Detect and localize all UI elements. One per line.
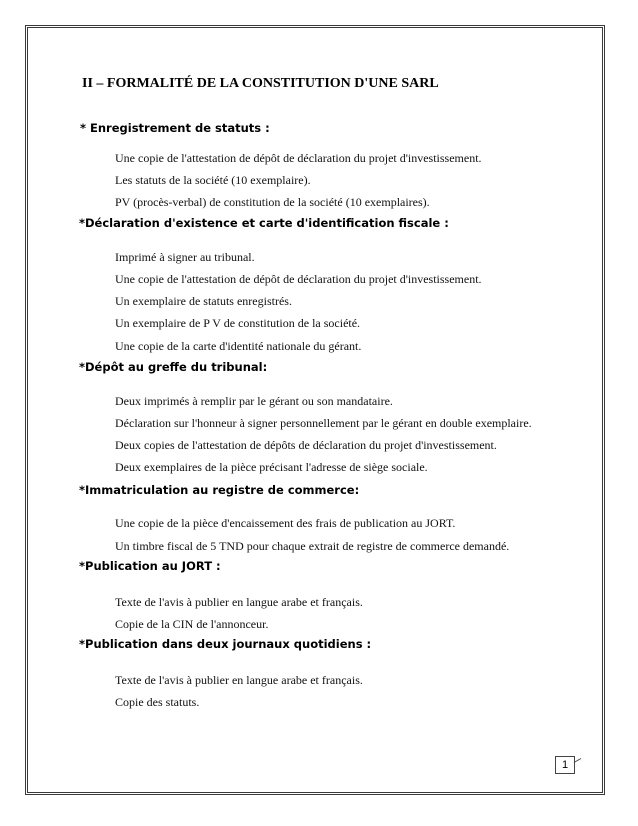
list-item: Les statuts de la société (10 exemplaire). — [115, 173, 311, 187]
list-item: Un exemplaire de statuts enregistrés. — [115, 294, 292, 308]
list-item: Une copie de la carte d'identité nationale du gérant. — [115, 339, 362, 353]
page-number: 1 — [555, 756, 575, 774]
section-heading-publication-jort: *Publication au JORT : — [79, 559, 221, 573]
list-item: Deux exemplaires de la pièce précisant l'adresse de siège sociale. — [115, 460, 428, 474]
page-title: II – FORMALITÉ DE LA CONSTITUTION D'UNE SARL — [82, 76, 439, 91]
list-item: Texte de l'avis à publier en langue arabe et français. — [115, 595, 363, 609]
section-heading-depot: *Dépôt au greffe du tribunal: — [79, 360, 268, 374]
section-heading-immatriculation: *Immatriculation au registre de commerce: — [79, 483, 360, 497]
list-item: Imprimé à signer au tribunal. — [115, 250, 255, 264]
list-item: Une copie de l'attestation de dépôt de déclaration du projet d'investissement. — [115, 151, 482, 165]
list-item: Copie de la CIN de l'annonceur. — [115, 617, 269, 631]
list-item: Deux imprimés à remplir par le gérant ou son mandataire. — [115, 394, 393, 408]
list-item: Déclaration sur l'honneur à signer personnellement par le gérant en double exemplaire. — [115, 416, 532, 430]
section-heading-declaration: *Déclaration d'existence et carte d'identification fiscale : — [79, 216, 449, 230]
list-item: Un timbre fiscal de 5 TND pour chaque extrait de registre de commerce demandé. — [115, 539, 510, 553]
section-heading-enregistrement: * Enregistrement de statuts : — [80, 121, 270, 135]
list-item: Une copie de la pièce d'encaissement des frais de publication au JORT. — [115, 516, 456, 530]
list-item: Texte de l'avis à publier en langue arabe et français. — [115, 673, 363, 687]
list-item: Une copie de l'attestation de dépôt de déclaration du projet d'investissement. — [115, 272, 482, 286]
section-heading-publication-journaux: *Publication dans deux journaux quotidiens : — [79, 637, 372, 651]
list-item: PV (procès-verbal) de constitution de la société (10 exemplaires). — [115, 195, 430, 209]
list-item: Un exemplaire de P V de constitution de la société. — [115, 316, 361, 330]
list-item: Copie des statuts. — [115, 695, 200, 709]
list-item: Deux copies de l'attestation de dépôts de déclaration du projet d'investissement. — [115, 438, 497, 452]
